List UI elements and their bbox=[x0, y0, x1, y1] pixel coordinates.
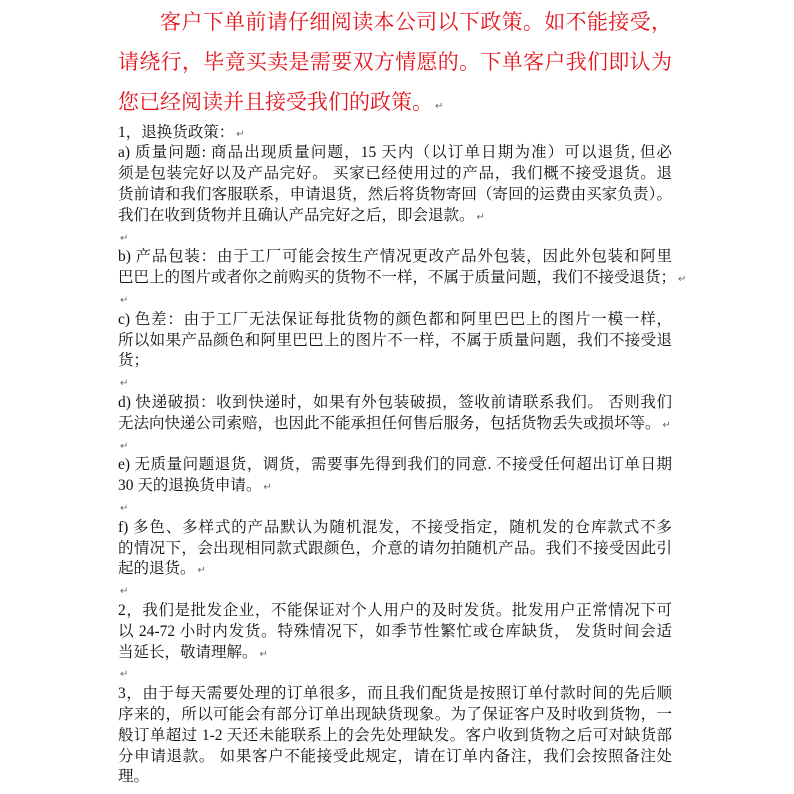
policy-body bbox=[118, 122, 687, 788]
text-line bbox=[118, 414, 672, 435]
text-line-content: b) 产品包装：由于工厂可能会按生产情况更改产品外包装，因此外包装和阿里 bbox=[118, 248, 672, 266]
text-line bbox=[118, 622, 672, 643]
text-line-content: 所以如果产品颜色和阿里巴巴上的图片不一样，不属于质量问题，我们不接受退 bbox=[118, 331, 672, 349]
text-line bbox=[118, 747, 672, 768]
text-line bbox=[118, 539, 672, 560]
blank-paragraph bbox=[118, 435, 672, 456]
blank-paragraph bbox=[118, 663, 672, 684]
text-line-content: d) 快递破损：收到快递时，如果有外包装破损，签收前请联系我们。 否则我们 bbox=[118, 393, 672, 411]
header-line-text: 请绕行，毕竟买卖是需要双方情愿的。下单客户我们即认为 bbox=[118, 50, 672, 74]
paragraph-mark: ↵ bbox=[120, 586, 129, 598]
paragraph-mark: ↵ bbox=[476, 211, 485, 223]
text-line-content: 序来的，所以可能会有部分订单出现缺货现象。为了保证客户及时收到货物，一 bbox=[118, 705, 672, 723]
text-line bbox=[118, 247, 672, 268]
paragraph-mark: ↵ bbox=[662, 419, 671, 431]
paragraph-mark: ↵ bbox=[259, 648, 268, 660]
text-line-content: 当延长，敬请理解。 bbox=[118, 643, 258, 661]
text-line-content: 货前请和我们客服联系，申请退货，然后将货物寄回（寄回的运费由买家负责）。 bbox=[118, 185, 672, 203]
text-line bbox=[118, 643, 672, 664]
text-line bbox=[118, 559, 672, 580]
text-line-content: 须是包装完好以及产品完好。 买家已经使用过的产品，我们概不接受退货。退 bbox=[118, 165, 672, 183]
text-line bbox=[118, 351, 672, 372]
text-line bbox=[118, 143, 672, 164]
text-line bbox=[118, 705, 672, 726]
text-line bbox=[118, 310, 672, 331]
header-line bbox=[118, 42, 672, 82]
blank-line bbox=[118, 497, 672, 518]
text-line-content: 2，我们是批发企业，不能保证对个人用户的及时发货。批发用户正常情况下可 bbox=[118, 601, 672, 619]
paragraph-mark: ↵ bbox=[120, 294, 129, 306]
text-line bbox=[118, 206, 672, 227]
text-line-content: 货； bbox=[118, 352, 150, 370]
text-line bbox=[118, 268, 687, 289]
text-line-content: 般订单超过 1-2 天还未能联系上的会先处理缺发。客户收到货物之后可对缺货部 bbox=[118, 726, 672, 744]
paragraph-mark: ↵ bbox=[120, 232, 129, 244]
blank-line bbox=[118, 372, 672, 393]
quality-issue-paragraph bbox=[118, 143, 672, 226]
return-policy-heading bbox=[118, 123, 672, 144]
text-line bbox=[118, 185, 672, 206]
blank-line bbox=[118, 435, 672, 456]
text-line-content: c) 色差：由于工厂无法保证每批货物的颜色都和阿里巴巴上的图片一模一样， bbox=[118, 310, 672, 328]
paragraph-mark: ↵ bbox=[236, 128, 245, 140]
text-line bbox=[118, 767, 672, 788]
text-line-content: 分申请退款。 如果客户不能接受此规定，请在订单内备注，我们会按照备注处 bbox=[118, 747, 672, 765]
random-assortment-paragraph bbox=[118, 518, 672, 580]
text-line bbox=[118, 684, 672, 705]
policy-document bbox=[118, 2, 687, 788]
text-line bbox=[118, 331, 672, 352]
text-line bbox=[118, 601, 672, 622]
text-line-content: 3，由于每天需要处理的订单很多，而且我们配货是按照订单付款时间的先后顺 bbox=[118, 685, 672, 703]
header-line-text: 您已经阅读并且接受我们的政策。 bbox=[118, 90, 433, 114]
text-line bbox=[118, 476, 672, 497]
blank-line bbox=[118, 227, 672, 248]
paragraph-mark: ↵ bbox=[435, 101, 444, 112]
text-line bbox=[118, 726, 672, 747]
header-line-text: 客户下单前请仔细阅读本公司以下政策。如不能接受， bbox=[160, 10, 672, 34]
header-line bbox=[118, 2, 672, 42]
text-line-content: 巴巴上的图片或者你之前购买的货物不一样，不属于质量问题，我们不接受退货； bbox=[118, 269, 677, 287]
blank-line bbox=[118, 580, 672, 601]
paragraph-mark: ↵ bbox=[120, 440, 129, 452]
out-of-stock-paragraph bbox=[118, 684, 672, 788]
blank-paragraph bbox=[118, 497, 672, 518]
blank-paragraph bbox=[118, 372, 672, 393]
color-difference-paragraph bbox=[118, 310, 672, 372]
no-quality-issue-return-paragraph bbox=[118, 455, 672, 497]
text-line-content: 理。 bbox=[118, 768, 150, 786]
text-line-content: 30 天的退换货申请。 bbox=[118, 477, 262, 495]
text-line bbox=[118, 164, 672, 185]
packaging-paragraph bbox=[118, 247, 687, 289]
blank-paragraph bbox=[118, 227, 672, 248]
header-line bbox=[118, 82, 672, 122]
paragraph-mark: ↵ bbox=[120, 669, 129, 681]
text-line-content: 以 24-72 小时内发货。特殊情况下，如季节性繁忙或仓库缺货， 发货时间会适 bbox=[118, 622, 672, 640]
text-line bbox=[118, 393, 672, 414]
paragraph-mark: ↵ bbox=[263, 482, 272, 494]
paragraph-mark: ↵ bbox=[197, 565, 206, 577]
text-line-content: 我们在收到货物并且确认产品完好之后，即会退款。 bbox=[118, 206, 475, 224]
text-line-content: 无法向快递公司索赔，也因此不能承担任何售后服务，包括货物丢失或损坏等。 bbox=[118, 414, 661, 432]
shipping-damage-paragraph bbox=[118, 393, 672, 435]
text-line bbox=[118, 123, 672, 144]
paragraph-mark: ↵ bbox=[678, 274, 687, 286]
text-line-content: 的情况下，会出现相同款式跟颜色，介意的请勿拍随机产品。我们不接受因此引 bbox=[118, 539, 672, 557]
paragraph-mark: ↵ bbox=[120, 378, 129, 390]
text-line-content: a) 质量问题: 商品出现质量问题，15 天内（以订单日期为准）可以退货, 但必 bbox=[118, 144, 672, 162]
text-line-content: 1，退换货政策： bbox=[118, 123, 235, 141]
shipping-time-paragraph bbox=[118, 601, 672, 663]
text-line-content: 起的退货。 bbox=[118, 560, 196, 578]
paragraph-mark: ↵ bbox=[120, 502, 129, 514]
header-notice bbox=[118, 2, 672, 122]
blank-paragraph bbox=[118, 580, 672, 601]
blank-line bbox=[118, 289, 672, 310]
text-line-content: e) 无质量问题退货，调货，需要事先得到我们的同意. 不接受任何超出订单日期 bbox=[118, 456, 672, 474]
blank-paragraph bbox=[118, 289, 672, 310]
text-line-content: f) 多色、多样式的产品默认为随机混发，不接受指定，随机发的仓库款式不多 bbox=[118, 518, 672, 536]
text-line bbox=[118, 518, 672, 539]
text-line bbox=[118, 455, 672, 476]
blank-line bbox=[118, 663, 672, 684]
